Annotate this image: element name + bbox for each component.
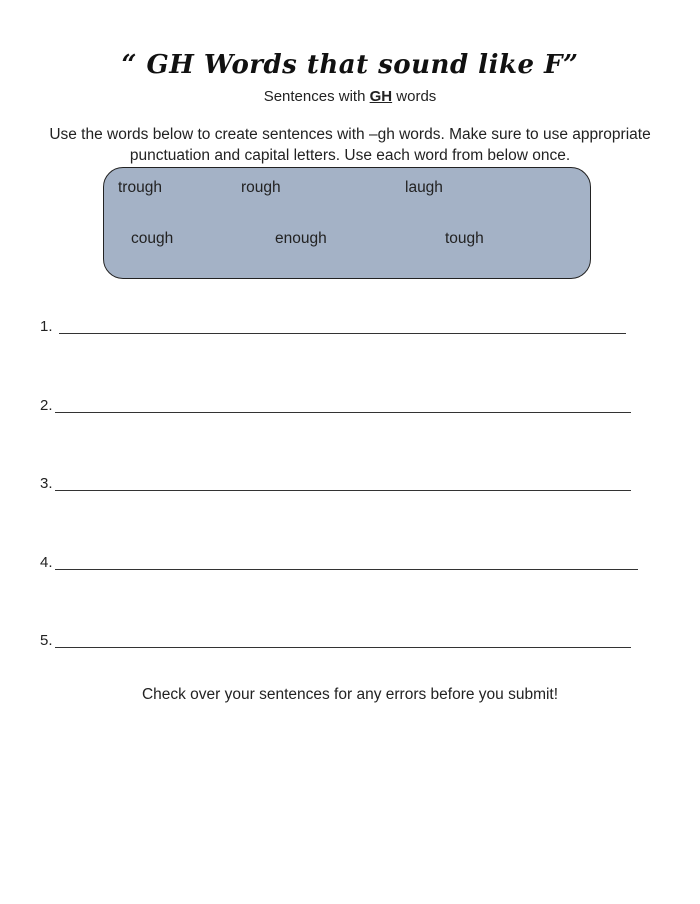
subtitle-suffix: words xyxy=(392,88,437,105)
answer-row-4 xyxy=(40,549,638,571)
worksheet-subtitle xyxy=(0,88,700,105)
word-bank-item: cough xyxy=(131,230,174,247)
word-bank-item: enough xyxy=(275,230,327,247)
answer-number: 4. xyxy=(40,554,53,571)
subtitle-emphasis: GH xyxy=(369,88,393,105)
answer-row-2 xyxy=(40,392,632,414)
answer-line[interactable] xyxy=(55,490,631,491)
footer-reminder: Check over your sentences for any errors before you submit! xyxy=(141,686,559,703)
instructions-text: Use the words below to create sentences with –gh words. Make sure to use appropriate punctuation and capital letters. Use each word from below once. xyxy=(49,126,651,164)
answer-number: 3. xyxy=(40,475,53,492)
answer-row-1 xyxy=(40,313,630,335)
word-bank-item: trough xyxy=(118,179,162,196)
answer-line[interactable] xyxy=(55,569,638,570)
answer-number: 1. xyxy=(40,318,53,335)
word-bank-item: laugh xyxy=(405,179,443,196)
worksheet-title: “ GH Words that sound like F” xyxy=(121,50,579,80)
answer-number: 5. xyxy=(40,632,53,649)
answer-line[interactable] xyxy=(55,412,631,413)
subtitle-prefix: Sentences with xyxy=(263,88,370,105)
answer-line[interactable] xyxy=(59,333,626,334)
word-bank-box xyxy=(103,167,591,279)
answer-number: 2. xyxy=(40,397,53,414)
answer-line[interactable] xyxy=(55,647,631,648)
word-bank-item: rough xyxy=(241,179,281,196)
answer-row-3 xyxy=(40,470,632,492)
word-bank-item: tough xyxy=(445,230,484,247)
answer-row-5 xyxy=(40,627,632,649)
